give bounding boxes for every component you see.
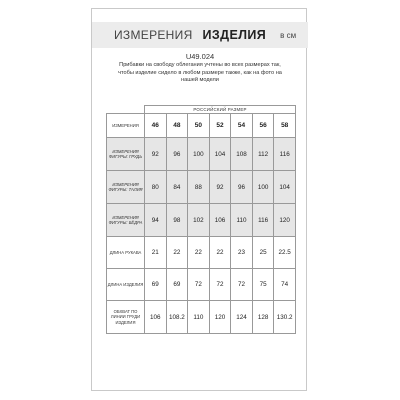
- value-cell: 98: [166, 204, 188, 237]
- size-header-54: 54: [231, 114, 253, 138]
- value-cell: 96: [231, 171, 253, 204]
- value-cell: 104: [274, 171, 296, 204]
- value-cell: 22.5: [274, 237, 296, 269]
- value-cell: 130.2: [274, 301, 296, 334]
- value-cell: 112: [252, 138, 274, 171]
- value-cell: 80: [145, 171, 167, 204]
- value-cell: 22: [188, 237, 210, 269]
- size-header-48: 48: [166, 114, 188, 138]
- row-label-hips: ИЗМЕРЕНИЯ ФИГУРЫ: БЁДРА: [107, 204, 145, 237]
- size-table: [106, 105, 296, 334]
- table-row-hips: [107, 204, 296, 237]
- value-cell: 120: [274, 204, 296, 237]
- value-cell: 124: [231, 301, 253, 334]
- value-cell: 116: [252, 204, 274, 237]
- value-cell: 72: [188, 269, 210, 301]
- value-cell: 102: [188, 204, 210, 237]
- size-header-row: [107, 114, 296, 138]
- value-cell: 72: [231, 269, 253, 301]
- value-cell: 21: [145, 237, 167, 269]
- value-cell: 88: [188, 171, 210, 204]
- value-cell: 92: [145, 138, 167, 171]
- value-cell: 110: [188, 301, 210, 334]
- size-header-52: 52: [209, 114, 231, 138]
- value-cell: 94: [145, 204, 167, 237]
- value-cell: 23: [231, 237, 253, 269]
- value-cell: 84: [166, 171, 188, 204]
- value-cell: 108.2: [166, 301, 188, 334]
- size-header-58: 58: [274, 114, 296, 138]
- value-cell: 128: [252, 301, 274, 334]
- value-cell: 92: [209, 171, 231, 204]
- row-label-waist: ИЗМЕРЕНИЯ ФИГУРЫ: ТАЛИЯ: [107, 171, 145, 204]
- row-label-garment-chest: ОБХВАТ ПО ЛИНИИ ГРУДИ ИЗДЕЛИЯ: [107, 301, 145, 334]
- table-row-sleeve-length: [107, 237, 296, 269]
- row-label-sleeve-length: ДЛИНА РУКАВА: [107, 237, 145, 269]
- size-header-56: 56: [252, 114, 274, 138]
- size-chart-page: [90, 0, 310, 400]
- value-cell: 22: [166, 237, 188, 269]
- value-cell: 96: [166, 138, 188, 171]
- size-header-50: 50: [188, 114, 210, 138]
- row-label-garment-length: ДЛИНА ИЗДЕЛИЯ: [107, 269, 145, 301]
- value-cell: 110: [231, 204, 253, 237]
- fit-note-line-1: Прибавки на свободу облегания учтены во всех размерах так,: [119, 62, 281, 68]
- value-cell: 100: [188, 138, 210, 171]
- value-cell: 74: [274, 269, 296, 301]
- table-row-chest: [107, 138, 296, 171]
- value-cell: 100: [252, 171, 274, 204]
- table-row-waist: [107, 171, 296, 204]
- row-label-chest: ИЗМЕРЕНИЯ ФИГУРЫ: ГРУДЬ: [107, 138, 145, 171]
- value-cell: 22: [209, 237, 231, 269]
- value-cell: 106: [145, 301, 167, 334]
- size-header-46: 46: [145, 114, 167, 138]
- table-corner-spacer: [107, 106, 145, 114]
- value-cell: 25: [252, 237, 274, 269]
- value-cell: 108: [231, 138, 253, 171]
- header-word-measurements: ИЗМЕРЕНИЯ: [114, 28, 193, 42]
- header-bar: [92, 22, 308, 48]
- measurements-header-cell: ИЗМЕРЕНИЯ: [107, 114, 145, 138]
- russian-size-header: РОССИЙСКИЙ РАЗМЕР: [145, 106, 296, 114]
- table-row-garment-chest: [107, 301, 296, 334]
- article-number: U49.024: [185, 52, 215, 61]
- fit-note-line-2: чтобы изделие сидело в любом размере также, как на фото на: [118, 69, 282, 76]
- fit-note: [100, 62, 300, 85]
- header-word-garment: ИЗДЕЛИЯ: [202, 28, 267, 42]
- value-cell: 120: [209, 301, 231, 334]
- value-cell: 116: [274, 138, 296, 171]
- chart-frame: [91, 8, 307, 391]
- size-group-row: [107, 106, 296, 114]
- value-cell: 75: [252, 269, 274, 301]
- value-cell: 69: [145, 269, 167, 301]
- value-cell: 72: [209, 269, 231, 301]
- value-cell: 104: [209, 138, 231, 171]
- table-row-garment-length: [107, 269, 296, 301]
- value-cell: 69: [166, 269, 188, 301]
- fit-note-line-3: нашей модели: [181, 77, 219, 83]
- value-cell: 106: [209, 204, 231, 237]
- header-unit: в см: [280, 30, 297, 40]
